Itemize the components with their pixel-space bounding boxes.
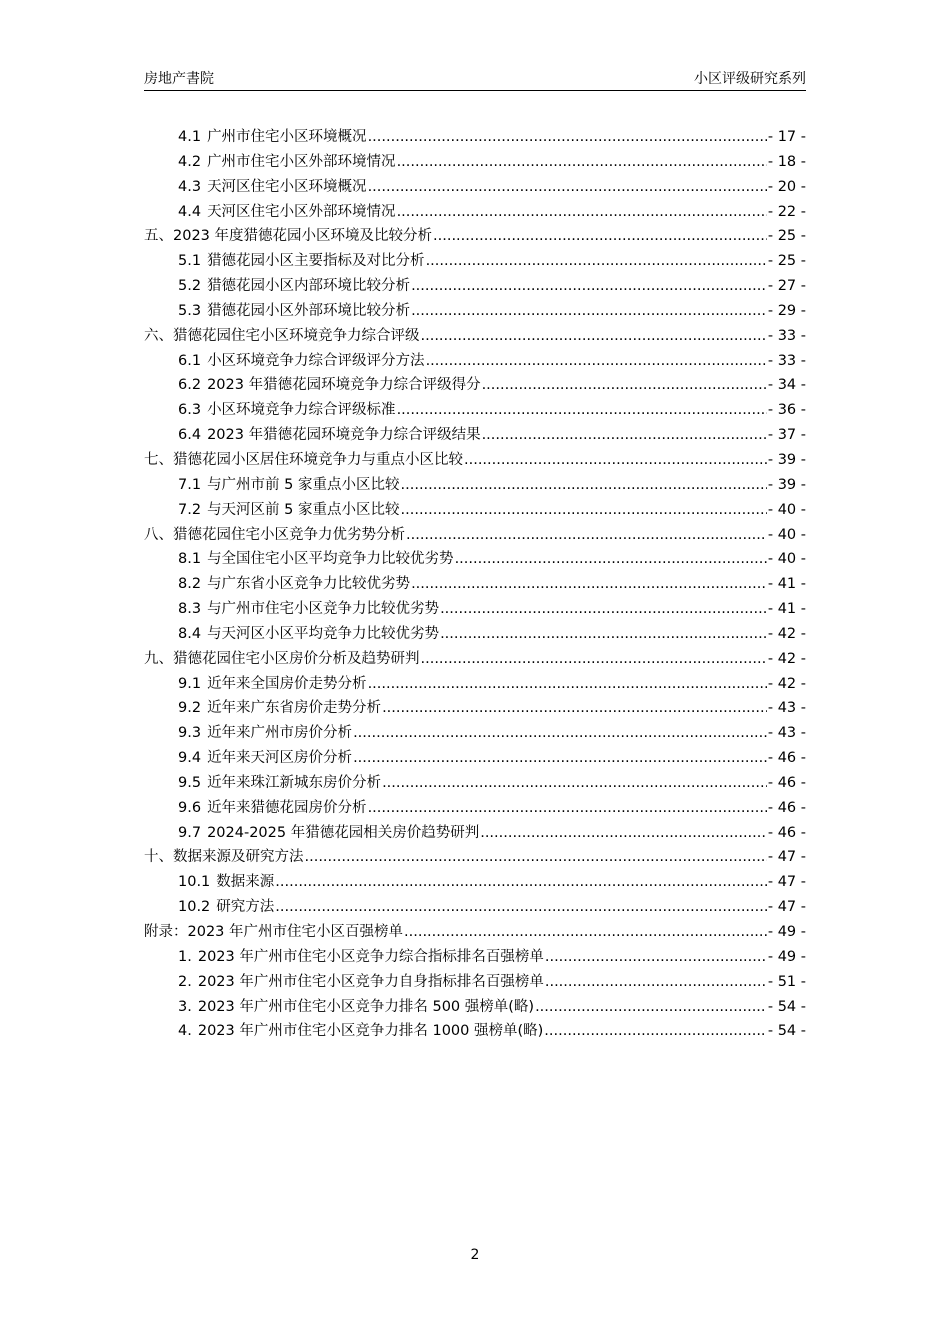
toc-entry-page: - 36 -	[767, 402, 806, 419]
toc-leader-dots	[382, 771, 767, 796]
toc-leader-dots	[544, 1019, 767, 1044]
toc-entry-page: - 27 -	[767, 278, 806, 295]
toc-entry-page: - 18 -	[767, 153, 806, 170]
toc-entry-page: - 54 -	[767, 998, 806, 1015]
toc-entry-title: 近年来猎德花园房价分析	[207, 799, 367, 816]
toc-entry[interactable]	[144, 398, 806, 423]
toc-entry[interactable]	[144, 796, 806, 821]
toc-entry-page: - 47 -	[767, 874, 806, 891]
toc-entry-page: - 29 -	[767, 302, 806, 319]
toc-entry-title: 与广州市住宅小区竞争力比较优劣势	[207, 601, 440, 618]
toc-entry-title: 附录：2023 年广州市住宅小区百强榜单	[144, 924, 404, 940]
toc-entry-page: - 46 -	[767, 824, 806, 841]
toc-entry-title: 2023 年广州市住宅小区竞争力自身指标排名百强榜单	[197, 973, 544, 990]
toc-entry-number: 7.2	[178, 501, 202, 518]
toc-entry-page: - 33 -	[767, 352, 806, 369]
toc-entry-label	[178, 672, 367, 697]
toc-entry-page: - 40 -	[767, 526, 806, 543]
toc-entry[interactable]	[144, 721, 806, 746]
toc-entry-page: - 46 -	[767, 774, 806, 791]
toc-entry-title: 小区环境竞争力综合评级评分方法	[207, 352, 425, 369]
toc-leader-dots	[382, 696, 767, 721]
toc-entry-page: - 42 -	[767, 675, 806, 692]
toc-entry[interactable]	[144, 224, 806, 249]
toc-entry[interactable]	[144, 523, 806, 548]
toc-entry-title: 猎德花园小区主要指标及对比分析	[207, 253, 425, 270]
toc-entry-page: - 42 -	[767, 650, 806, 667]
toc-leader-dots	[535, 995, 767, 1020]
toc-entry-title: 近年来广东省房价走势分析	[207, 700, 382, 717]
toc-entry-title: 十、数据来源及研究方法	[144, 849, 304, 866]
toc-leader-dots	[433, 224, 767, 249]
toc-leader-dots	[368, 796, 767, 821]
toc-entry-title: 九、猎德花园住宅小区房价分析及趋势研判	[144, 650, 420, 667]
toc-entry-title: 研究方法	[216, 899, 275, 916]
toc-entry-label	[144, 324, 420, 349]
toc-entry[interactable]	[144, 1019, 806, 1044]
toc-entry-number: 3.	[178, 998, 192, 1015]
toc-entry[interactable]	[144, 970, 806, 995]
toc-entry-page: - 41 -	[767, 576, 806, 593]
toc-entry-title: 2023 年广州市住宅小区竞争力排名 1000 强榜单(略)	[197, 1023, 544, 1040]
toc-entry-title: 与广州市前 5 家重点小区比较	[207, 476, 400, 493]
toc-entry-page: - 20 -	[767, 178, 806, 195]
toc-leader-dots	[482, 373, 767, 398]
toc-entry-page: - 39 -	[767, 451, 806, 468]
toc-leader-dots	[305, 845, 767, 870]
toc-entry-page: - 33 -	[767, 327, 806, 344]
toc-entry-label	[178, 870, 274, 895]
toc-entry-label	[178, 299, 410, 324]
toc-entry[interactable]	[144, 324, 806, 349]
toc-entry-page: - 46 -	[767, 799, 806, 816]
toc-entry-number: 6.3	[178, 402, 202, 419]
toc-entry-number: 4.2	[178, 153, 202, 170]
toc-entry-number: 6.1	[178, 352, 202, 369]
toc-leader-dots	[411, 299, 767, 324]
toc-entry-label	[178, 349, 425, 374]
toc-entry-label	[178, 771, 381, 796]
toc-entry[interactable]	[144, 672, 806, 697]
toc-entry-page: - 37 -	[767, 427, 806, 444]
toc-entry[interactable]	[144, 349, 806, 374]
toc-leader-dots	[421, 324, 767, 349]
toc-entry-label	[178, 249, 425, 274]
toc-leader-dots	[275, 895, 767, 920]
toc-entry[interactable]	[144, 299, 806, 324]
toc-entry-label	[178, 572, 410, 597]
toc-entry[interactable]	[144, 249, 806, 274]
toc-entry-title: 近年来珠江新城东房价分析	[207, 774, 382, 791]
toc-entry-page: - 17 -	[767, 129, 806, 145]
toc-entry-label	[178, 423, 481, 448]
toc-entry[interactable]	[144, 175, 806, 200]
toc-entry-title: 与天河区前 5 家重点小区比较	[207, 501, 400, 518]
toc-entry-title: 2023 年广州市住宅小区竞争力排名 500 强榜单(略)	[197, 998, 535, 1015]
toc-entry-label	[178, 125, 367, 150]
toc-entry-title: 2024-2025 年猎德花园相关房价趋势研判	[207, 824, 480, 841]
table-of-contents	[144, 125, 806, 1044]
toc-entry-label	[144, 845, 304, 870]
toc-entry[interactable]	[144, 150, 806, 175]
page-header	[144, 66, 806, 91]
toc-leader-dots	[455, 547, 767, 572]
toc-leader-dots	[545, 945, 767, 970]
toc-entry-number: 5.2	[178, 278, 202, 295]
toc-entry-number: 10.1	[178, 874, 211, 891]
toc-entry-number: 7.1	[178, 476, 202, 493]
toc-entry-number: 9.1	[178, 675, 202, 692]
toc-entry-label	[144, 448, 463, 473]
toc-entry-title: 小区环境竞争力综合评级标准	[207, 402, 396, 419]
toc-entry-page: - 47 -	[767, 849, 806, 866]
toc-entry-page: - 43 -	[767, 725, 806, 742]
toc-entry-number: 9.2	[178, 700, 202, 717]
toc-entry-title: 猎德花园小区内部环境比较分析	[207, 278, 411, 295]
toc-entry[interactable]	[144, 597, 806, 622]
toc-entry-number: 9.7	[178, 824, 202, 841]
toc-leader-dots	[401, 498, 767, 523]
toc-entry-page: - 34 -	[767, 377, 806, 394]
toc-entry[interactable]	[144, 498, 806, 523]
toc-leader-dots	[426, 249, 767, 274]
toc-entry-number: 8.2	[178, 576, 202, 593]
toc-entry-number: 8.3	[178, 601, 202, 618]
toc-entry-page: - 40 -	[767, 551, 806, 568]
toc-entry-label	[178, 398, 396, 423]
toc-entry-title: 天河区住宅小区外部环境情况	[207, 203, 396, 220]
toc-entry[interactable]	[144, 448, 806, 473]
toc-entry-title: 与广东省小区竞争力比较优劣势	[207, 576, 411, 593]
toc-entry-page: - 49 -	[767, 948, 806, 965]
toc-entry-number: 1.	[178, 948, 192, 965]
toc-leader-dots	[368, 175, 767, 200]
toc-entry-title: 广州市住宅小区外部环境情况	[207, 153, 396, 170]
toc-entry-title: 近年来天河区房价分析	[207, 750, 353, 767]
toc-entry[interactable]	[144, 995, 806, 1020]
toc-leader-dots	[406, 523, 767, 548]
toc-entry-label	[178, 895, 274, 920]
toc-entry[interactable]	[144, 845, 806, 870]
toc-entry[interactable]	[144, 547, 806, 572]
toc-entry[interactable]	[144, 200, 806, 225]
toc-leader-dots	[404, 920, 767, 945]
toc-entry-label	[178, 547, 454, 572]
toc-entry-page: - 22 -	[767, 203, 806, 220]
toc-leader-dots	[464, 448, 767, 473]
toc-leader-dots	[440, 622, 767, 647]
toc-leader-dots	[368, 672, 767, 697]
toc-entry-number: 10.2	[178, 899, 211, 916]
toc-entry-label	[178, 796, 367, 821]
toc-entry-page: - 49 -	[767, 924, 806, 940]
toc-entry-number: 9.5	[178, 774, 202, 791]
toc-entry-number: 9.4	[178, 750, 202, 767]
toc-entry-label	[178, 746, 352, 771]
toc-entry-label	[178, 995, 534, 1020]
toc-entry-title: 近年来全国房价走势分析	[207, 675, 367, 692]
toc-entry-title: 数据来源	[216, 874, 275, 891]
toc-entry-label	[178, 1019, 543, 1044]
toc-entry-number: 9.6	[178, 799, 202, 816]
toc-entry-number: 6.4	[178, 427, 202, 444]
toc-entry-page: - 46 -	[767, 750, 806, 767]
toc-entry-title: 猎德花园小区外部环境比较分析	[207, 302, 411, 319]
toc-leader-dots	[401, 473, 767, 498]
toc-entry-label	[178, 622, 439, 647]
toc-entry-number: 4.1	[178, 129, 202, 145]
toc-entry[interactable]	[144, 473, 806, 498]
toc-entry-page: - 25 -	[767, 253, 806, 270]
toc-entry-label	[144, 920, 403, 945]
toc-entry-page: - 47 -	[767, 899, 806, 916]
toc-entry-number: 4.	[178, 1023, 192, 1040]
toc-entry[interactable]	[144, 647, 806, 672]
toc-entry-title: 2023 年猎德花园环境竞争力综合评级得分	[207, 377, 481, 394]
toc-entry[interactable]	[144, 920, 806, 945]
toc-entry-label	[178, 498, 400, 523]
toc-entry-label	[144, 523, 405, 548]
toc-entry-label	[178, 696, 381, 721]
toc-entry[interactable]	[144, 373, 806, 398]
toc-entry-title: 与天河区小区平均竞争力比较优劣势	[207, 625, 440, 642]
toc-entry-number: 5.1	[178, 253, 202, 270]
toc-entry[interactable]	[144, 895, 806, 920]
toc-entry-label	[144, 647, 420, 672]
toc-entry-page: - 54 -	[767, 1023, 806, 1040]
toc-entry-number: 4.4	[178, 203, 202, 220]
toc-leader-dots	[480, 821, 767, 846]
header-series-title: 小区评级研究系列	[694, 71, 806, 87]
toc-entry-label	[178, 945, 544, 970]
toc-entry-number: 8.4	[178, 625, 202, 642]
toc-leader-dots	[275, 870, 767, 895]
toc-leader-dots	[353, 721, 767, 746]
toc-entry-label	[178, 200, 396, 225]
toc-leader-dots	[397, 398, 767, 423]
toc-entry[interactable]	[144, 274, 806, 299]
toc-leader-dots	[426, 349, 767, 374]
toc-entry-title: 2023 年广州市住宅小区竞争力综合指标排名百强榜单	[197, 948, 544, 965]
toc-entry-page: - 25 -	[767, 228, 806, 245]
toc-entry-label	[178, 721, 352, 746]
toc-entry[interactable]	[144, 696, 806, 721]
toc-entry-label	[178, 274, 410, 299]
toc-entry[interactable]	[144, 945, 806, 970]
toc-entry-label	[178, 373, 481, 398]
toc-entry-label	[178, 821, 479, 846]
toc-entry-label	[178, 597, 439, 622]
header-publisher: 房地产書院	[144, 71, 214, 87]
toc-leader-dots	[440, 597, 767, 622]
toc-leader-dots	[397, 200, 767, 225]
toc-leader-dots	[411, 572, 767, 597]
toc-leader-dots	[411, 274, 767, 299]
toc-entry-title: 五、2023 年度猎德花园小区环境及比较分析	[144, 228, 433, 245]
toc-entry-number: 9.3	[178, 725, 202, 742]
toc-entry-number: 8.1	[178, 551, 202, 568]
toc-entry-title: 近年来广州市房价分析	[207, 725, 353, 742]
toc-entry-title: 六、猎德花园住宅小区环境竞争力综合评级	[144, 327, 420, 344]
toc-leader-dots	[482, 423, 767, 448]
toc-entry-title: 七、猎德花园小区居住环境竞争力与重点小区比较	[144, 451, 463, 468]
toc-entry-label	[178, 473, 400, 498]
toc-leader-dots	[353, 746, 767, 771]
toc-entry-title: 八、猎德花园住宅小区竞争力优劣势分析	[144, 526, 405, 543]
toc-entry[interactable]	[144, 423, 806, 448]
toc-entry[interactable]	[144, 746, 806, 771]
toc-entry-page: - 39 -	[767, 476, 806, 493]
page-number: 2	[470, 1247, 480, 1263]
toc-entry-label	[144, 224, 432, 249]
toc-leader-dots	[368, 125, 767, 150]
toc-entry-title: 广州市住宅小区环境概况	[207, 129, 367, 145]
toc-entry-label	[178, 175, 367, 200]
toc-entry[interactable]	[144, 125, 806, 150]
toc-entry-title: 2023 年猎德花园环境竞争力综合评级结果	[207, 427, 481, 444]
toc-entry-label	[178, 150, 396, 175]
toc-entry-page: - 41 -	[767, 601, 806, 618]
toc-leader-dots	[397, 150, 767, 175]
toc-leader-dots	[421, 647, 767, 672]
toc-entry-number: 5.3	[178, 302, 202, 319]
toc-entry-page: - 40 -	[767, 501, 806, 518]
toc-entry[interactable]	[144, 870, 806, 895]
toc-entry-number: 2.	[178, 973, 192, 990]
toc-entry-label	[178, 970, 544, 995]
toc-entry-number: 6.2	[178, 377, 202, 394]
toc-entry[interactable]	[144, 572, 806, 597]
toc-entry[interactable]	[144, 771, 806, 796]
toc-entry-title: 天河区住宅小区环境概况	[207, 178, 367, 195]
toc-entry-page: - 42 -	[767, 625, 806, 642]
toc-entry[interactable]	[144, 821, 806, 846]
toc-entry-title: 与全国住宅小区平均竞争力比较优劣势	[207, 551, 454, 568]
toc-entry[interactable]	[144, 622, 806, 647]
toc-leader-dots	[545, 970, 767, 995]
toc-entry-page: - 51 -	[767, 973, 806, 990]
toc-entry-number: 4.3	[178, 178, 202, 195]
toc-entry-page: - 43 -	[767, 700, 806, 717]
